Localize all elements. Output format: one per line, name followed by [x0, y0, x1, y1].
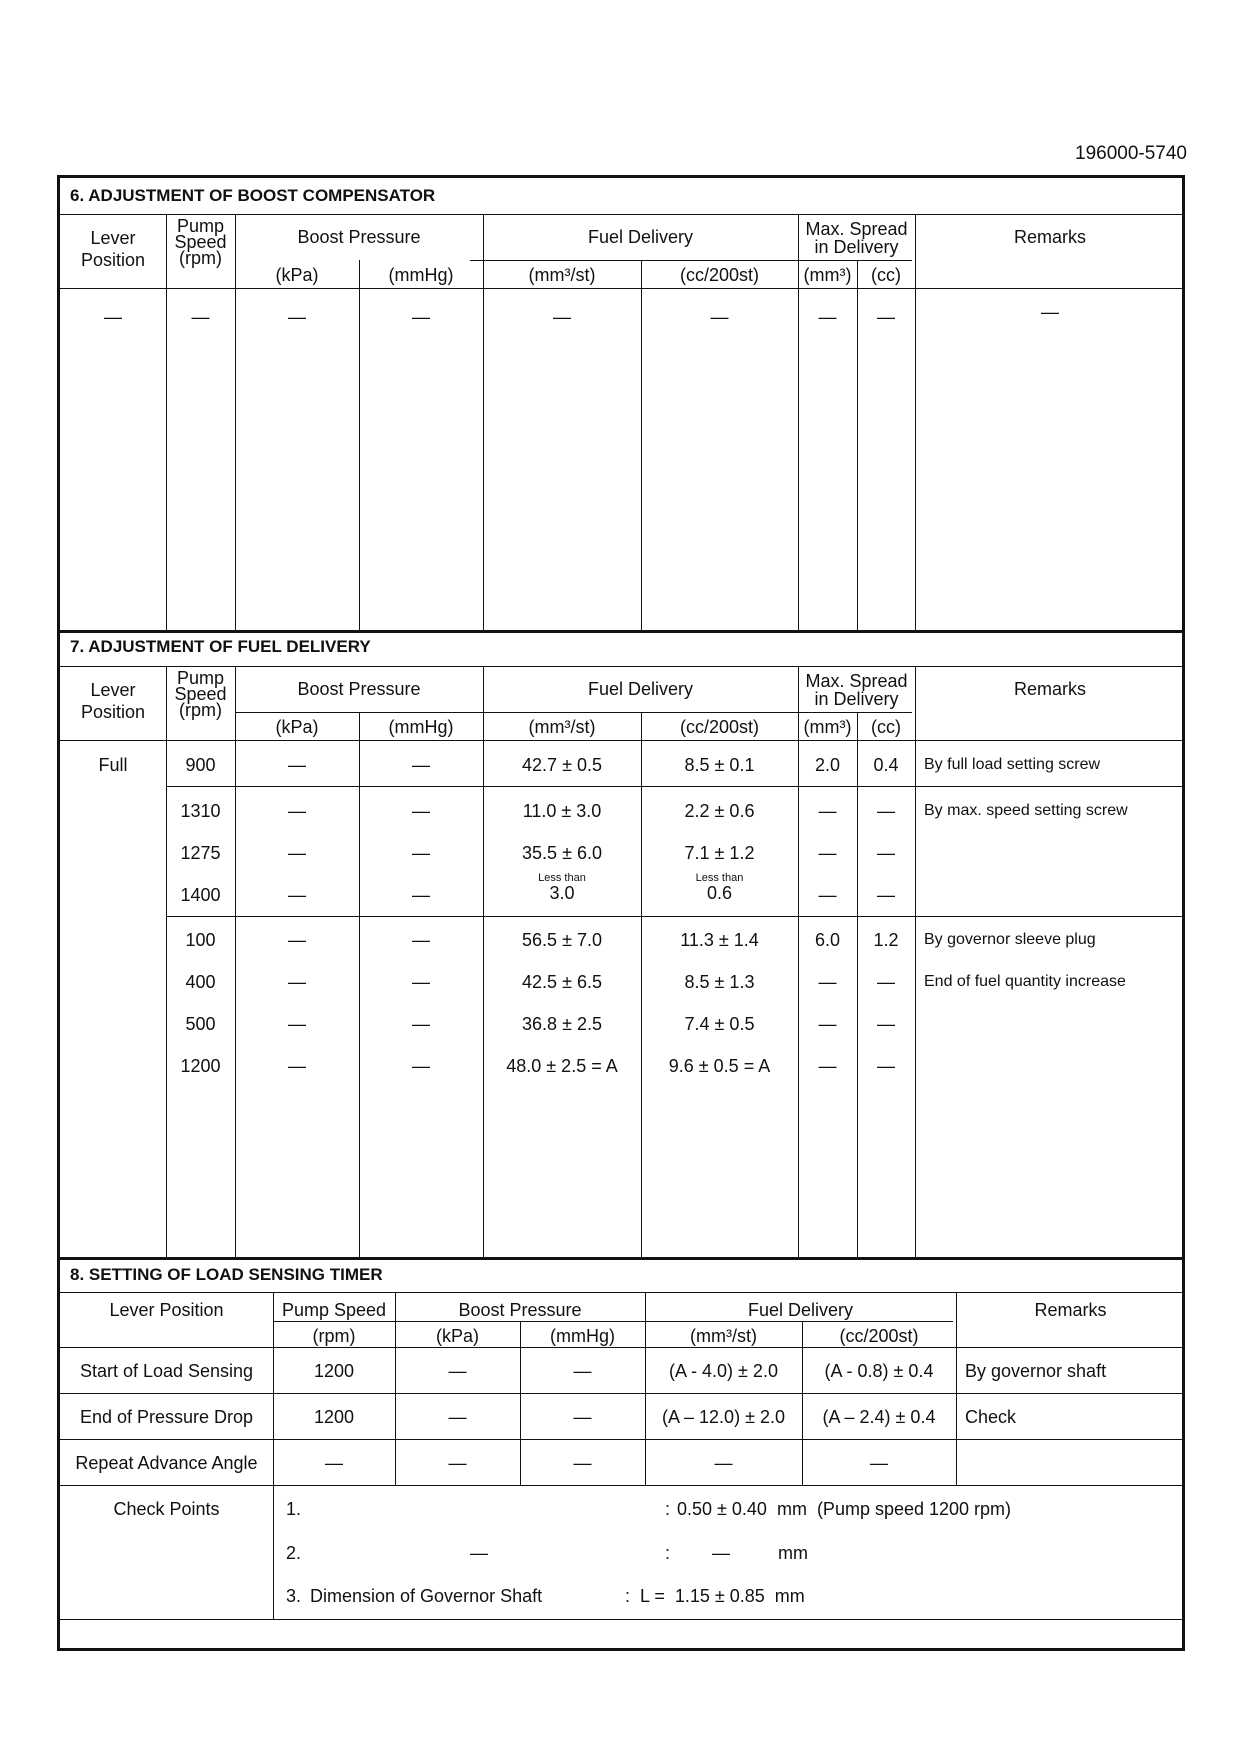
s7-remarks: By max. speed setting screw: [924, 802, 1128, 819]
s8-cc: (A – 2.4) ± 0.4: [822, 1407, 936, 1427]
check-point-3-value: L = 1.15 ± 0.85 mm: [640, 1586, 805, 1606]
s7-mmhg: —: [412, 1056, 430, 1076]
header-mmhg: (mmHg): [388, 717, 454, 737]
s7-mm3: 48.0 ± 2.5 = A: [506, 1056, 618, 1076]
header-spread-cc: (cc): [871, 717, 901, 737]
document-number: 196000-5740: [1075, 143, 1187, 164]
s7-speed: 1275: [180, 843, 221, 863]
s7-spread-cc: —: [877, 1014, 895, 1034]
header-remarks: Remarks: [1013, 227, 1086, 247]
header-pump-speed: Pump Speed (rpm): [174, 668, 227, 720]
header-lever: Lever Position: [80, 680, 146, 722]
s8-kpa: —: [448, 1453, 467, 1473]
s7-spread-mm3: —: [818, 885, 837, 905]
s7-spread-mm3: —: [818, 972, 837, 992]
header-fuel-delivery: Fuel Delivery: [587, 679, 694, 699]
s8-header-boost: Boost Pressure: [458, 1300, 582, 1320]
check-point-3-label: Dimension of Governor Shaft: [310, 1586, 543, 1606]
s7-cc: 0.6: [706, 883, 733, 903]
s8-mmhg: —: [573, 1453, 592, 1473]
s7-mm3: 42.5 ± 6.5: [522, 972, 602, 992]
s7-remarks: By full load setting screw: [924, 756, 1101, 773]
section-7: [60, 630, 1182, 1260]
header-cc200st: (cc/200st): [679, 717, 760, 737]
s7-spread-mm3: —: [818, 1014, 837, 1034]
header-boost-pressure: Boost Pressure: [297, 679, 421, 699]
s7-mm3: 56.5 ± 7.0: [522, 930, 602, 950]
s8-cc: (A - 0.8) ± 0.4: [824, 1361, 934, 1381]
s8-mm3: (A – 12.0) ± 2.0: [662, 1407, 785, 1427]
s7-spread-cc: 1.2: [873, 930, 899, 950]
s6-cell: —: [191, 307, 210, 327]
header-spread-cc: (cc): [871, 265, 901, 285]
spec-sheet-frame: [57, 175, 1185, 1651]
s7-mm3: 36.8 ± 2.5: [522, 1014, 602, 1034]
s7-kpa: —: [288, 885, 306, 905]
s8-header-lever: Lever Position: [109, 1300, 224, 1320]
s7-less-than-label: Less than: [695, 872, 744, 884]
s8-header-cc200st: (cc/200st): [839, 1326, 919, 1346]
check-point-2-unit: mm: [778, 1543, 808, 1563]
s6-cell: —: [710, 307, 729, 327]
s8-speed: 1200: [313, 1361, 355, 1381]
s8-header-fuel: Fuel Delivery: [747, 1300, 854, 1320]
s7-kpa: —: [288, 755, 306, 775]
s8-speed: 1200: [313, 1407, 355, 1427]
section-6-title: 6. ADJUSTMENT OF BOOST COMPENSATOR: [70, 186, 436, 205]
s6-cell: —: [877, 307, 895, 327]
s6-cell: —: [104, 307, 122, 327]
s7-speed: 1310: [180, 801, 221, 821]
s8-cc: —: [870, 1453, 888, 1473]
s7-cc: 7.4 ± 0.5: [684, 1014, 755, 1034]
s7-cc: 9.6 ± 0.5 = A: [668, 1056, 771, 1076]
header-fuel-delivery: Fuel Delivery: [587, 227, 694, 247]
s7-spread-mm3: —: [818, 1056, 837, 1076]
s7-speed: 100: [185, 930, 216, 950]
s7-mmhg: —: [412, 801, 430, 821]
check-points-label: Check Points: [113, 1499, 220, 1519]
s7-spread-cc: —: [877, 972, 895, 992]
s7-speed: 400: [185, 972, 216, 992]
s7-spread-mm3: 6.0: [814, 930, 841, 950]
s8-mmhg: —: [573, 1407, 592, 1427]
s7-kpa: —: [288, 1014, 306, 1034]
check-point-1-num: 1.: [286, 1499, 302, 1519]
s7-speed: 900: [185, 755, 216, 775]
s8-lever: Start of Load Sensing: [79, 1361, 254, 1381]
s7-remarks: End of fuel quantity increase: [924, 973, 1126, 990]
header-cc200st: (cc/200st): [679, 265, 760, 285]
s7-spread-mm3: 2.0: [814, 755, 841, 775]
s8-header-rpm: (rpm): [312, 1326, 356, 1346]
header-boost-pressure: Boost Pressure: [297, 227, 421, 247]
header-mm3st: (mm³/st): [528, 717, 596, 737]
s8-speed: —: [325, 1453, 343, 1473]
s7-cc: 11.3 ± 1.4: [680, 930, 759, 950]
s7-cc: 7.1 ± 1.2: [684, 843, 755, 863]
s7-mmhg: —: [412, 972, 430, 992]
s7-mm3: 11.0 ± 3.0: [522, 801, 602, 821]
header-kpa: (kPa): [275, 717, 319, 737]
s7-mm3: 42.7 ± 0.5: [522, 755, 602, 775]
s7-kpa: —: [288, 972, 306, 992]
s7-speed: 500: [185, 1014, 216, 1034]
s8-lever: Repeat Advance Angle: [75, 1453, 258, 1473]
header-mm3st: (mm³/st): [528, 265, 596, 285]
s7-spread-cc: —: [877, 843, 895, 863]
s7-less-than-label: Less than: [538, 872, 586, 884]
s7-spread-mm3: —: [818, 801, 837, 821]
s6-cell: —: [553, 307, 571, 327]
s7-mm3: 35.5 ± 6.0: [522, 843, 602, 863]
section-8: [60, 1257, 1182, 1648]
header-spread-mm3: (mm³): [803, 265, 852, 285]
check-point-3-colon: :: [625, 1586, 631, 1606]
lever-position-full: Full: [98, 755, 128, 775]
s7-mmhg: —: [412, 885, 430, 905]
header-max-spread: Max. Spread in Delivery: [805, 219, 908, 257]
s8-header-mmhg: (mmHg): [550, 1326, 615, 1346]
check-point-1-colon: :: [665, 1499, 671, 1519]
s8-remarks: Check: [965, 1407, 1017, 1427]
s7-mmhg: —: [412, 1014, 430, 1034]
header-max-spread: Max. Spread in Delivery: [805, 671, 908, 709]
s8-header-kpa: (kPa): [435, 1326, 479, 1346]
section-7-title: 7. ADJUSTMENT OF FUEL DELIVERY: [70, 637, 371, 656]
check-point-2-value: —: [712, 1543, 730, 1563]
s7-kpa: —: [288, 801, 306, 821]
s7-spread-cc: —: [877, 1056, 895, 1076]
s7-spread-mm3: —: [818, 843, 837, 863]
s7-cc: 2.2 ± 0.6: [684, 801, 755, 821]
s8-mmhg: —: [573, 1361, 592, 1381]
s7-mmhg: —: [412, 930, 430, 950]
header-lever: Lever Position: [80, 228, 146, 270]
s7-kpa: —: [288, 1056, 306, 1076]
check-point-3-num: 3.: [286, 1586, 302, 1606]
s7-spread-cc: —: [877, 885, 895, 905]
section-6: [60, 178, 1182, 633]
s7-remarks: By governor sleeve plug: [924, 931, 1096, 948]
header-remarks: Remarks: [1013, 679, 1086, 699]
s8-kpa: —: [448, 1407, 467, 1427]
s8-remarks: By governor shaft: [965, 1361, 1107, 1381]
check-point-2-label: —: [470, 1543, 488, 1563]
s8-header-mm3st: (mm³/st): [690, 1326, 757, 1346]
s8-mm3: (A - 4.0) ± 2.0: [669, 1361, 778, 1381]
header-kpa: (kPa): [275, 265, 319, 285]
s6-cell: —: [412, 307, 430, 327]
check-point-1-value: 0.50 ± 0.40 mm (Pump speed 1200 rpm): [677, 1499, 1012, 1519]
s6-cell: —: [288, 307, 306, 327]
s7-spread-cc: 0.4: [873, 755, 899, 775]
header-mmhg: (mmHg): [388, 265, 454, 285]
s7-mmhg: —: [412, 843, 430, 863]
section-8-title: 8. SETTING OF LOAD SENSING TIMER: [70, 1265, 383, 1284]
s7-spread-cc: —: [877, 801, 895, 821]
s8-kpa: —: [448, 1361, 467, 1381]
header-pump-speed: Pump Speed (rpm): [174, 216, 227, 268]
s8-header-pump-speed: Pump Speed: [281, 1300, 387, 1320]
check-point-2-colon: :: [665, 1543, 671, 1563]
check-point-2-num: 2.: [286, 1543, 302, 1563]
s7-speed: 1400: [180, 885, 221, 905]
s7-cc: 8.5 ± 0.1: [684, 755, 755, 775]
s6-cell: —: [818, 307, 837, 327]
s7-speed: 1200: [180, 1056, 221, 1076]
s7-kpa: —: [288, 843, 306, 863]
s7-mmhg: —: [412, 755, 430, 775]
s8-mm3: —: [714, 1453, 733, 1473]
s8-lever: End of Pressure Drop: [79, 1407, 254, 1427]
s6-cell: —: [1041, 302, 1059, 322]
s7-kpa: —: [288, 930, 306, 950]
header-spread-mm3: (mm³): [803, 717, 852, 737]
s7-cc: 8.5 ± 1.3: [684, 972, 755, 992]
s8-header-remarks: Remarks: [1034, 1300, 1107, 1320]
s7-mm3: 3.0: [549, 883, 575, 903]
